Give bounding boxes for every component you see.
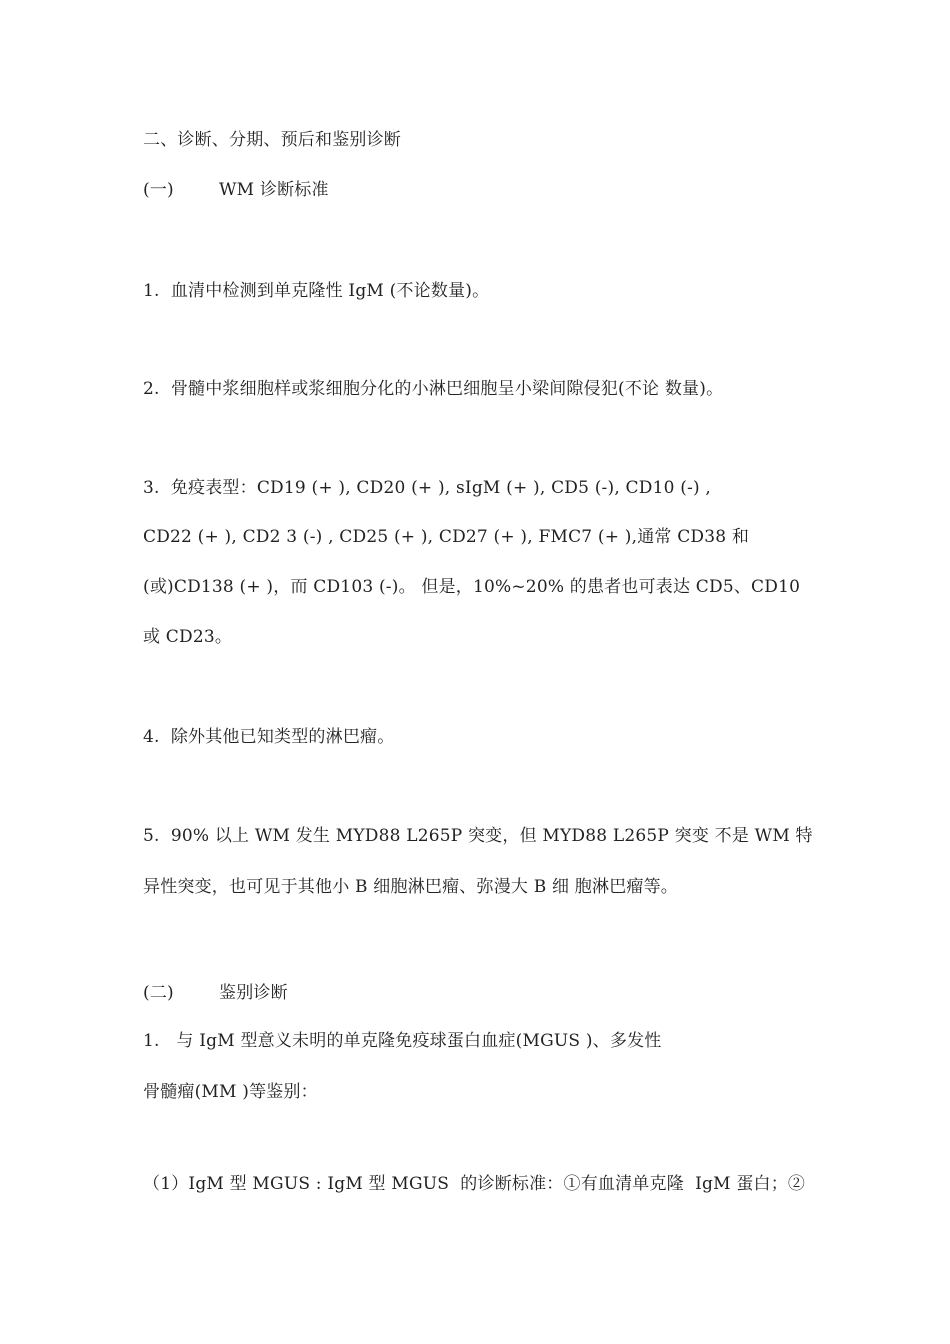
subsection-number: (二) [143, 983, 174, 1003]
differential-1-line-2: 骨髓瘤(MM )等鉴别： [143, 1082, 318, 1102]
section-title: 二、诊断、分期、预后和鉴别诊断 [143, 130, 401, 150]
criterion-5-line-2: 异性突变，也可见于其他小 B 细胞淋巴瘤、弥漫大 B 细 胞淋巴瘤等。 [143, 877, 679, 897]
subsection-heading-diagnostic-criteria [143, 179, 329, 201]
criterion-4: 4. 除外其他已知类型的淋巴瘤。 [143, 727, 395, 747]
subsection-title: WM 诊断标准 [219, 180, 329, 200]
criterion-3-line-1: 3. 免疫表型：CD19 (+ ), CD20 (+ ), sIgM (+ ), CD5 (-), CD10 (-) , [143, 478, 712, 498]
criterion-5-line-1: 5. 90% 以上 WM 发生 MYD88 L265P 突变，但 MYD88 L265P 突变 不是 WM 特 [143, 826, 813, 846]
subsection-heading-differential [143, 982, 288, 1004]
criterion-3-line-4: 或 CD23。 [143, 627, 233, 647]
subsection-number: (一) [143, 180, 174, 200]
criterion-2: 2. 骨髓中浆细胞样或浆细胞分化的小淋巴细胞呈小梁间隙侵犯(不论 数量)。 [143, 379, 724, 399]
criterion-1: 1. 血清中检测到单克隆性 IgM (不论数量)。 [143, 281, 490, 301]
criterion-3-line-3: (或)CD138 (+ )，而 CD103 (-)。 但是，10%~20% 的患者也可表达 CD5、CD10 [143, 577, 801, 597]
criterion-3-line-2: CD22 (+ ), CD2 3 (-) , CD25 (+ ), CD27 (+ ), FMC7 (+ ),通常 CD38 和 [143, 527, 750, 547]
subsection-title: 鉴别诊断 [219, 983, 288, 1003]
differential-1-item-1: （1）IgM 型 MGUS : IgM 型 MGUS 的诊断标准：①有血清单克隆 IgM 蛋白；② [143, 1174, 806, 1194]
differential-1-line-1: 1. 与 IgM 型意义未明的单克隆免疫球蛋白血症(MGUS )、多发性 [143, 1031, 662, 1051]
